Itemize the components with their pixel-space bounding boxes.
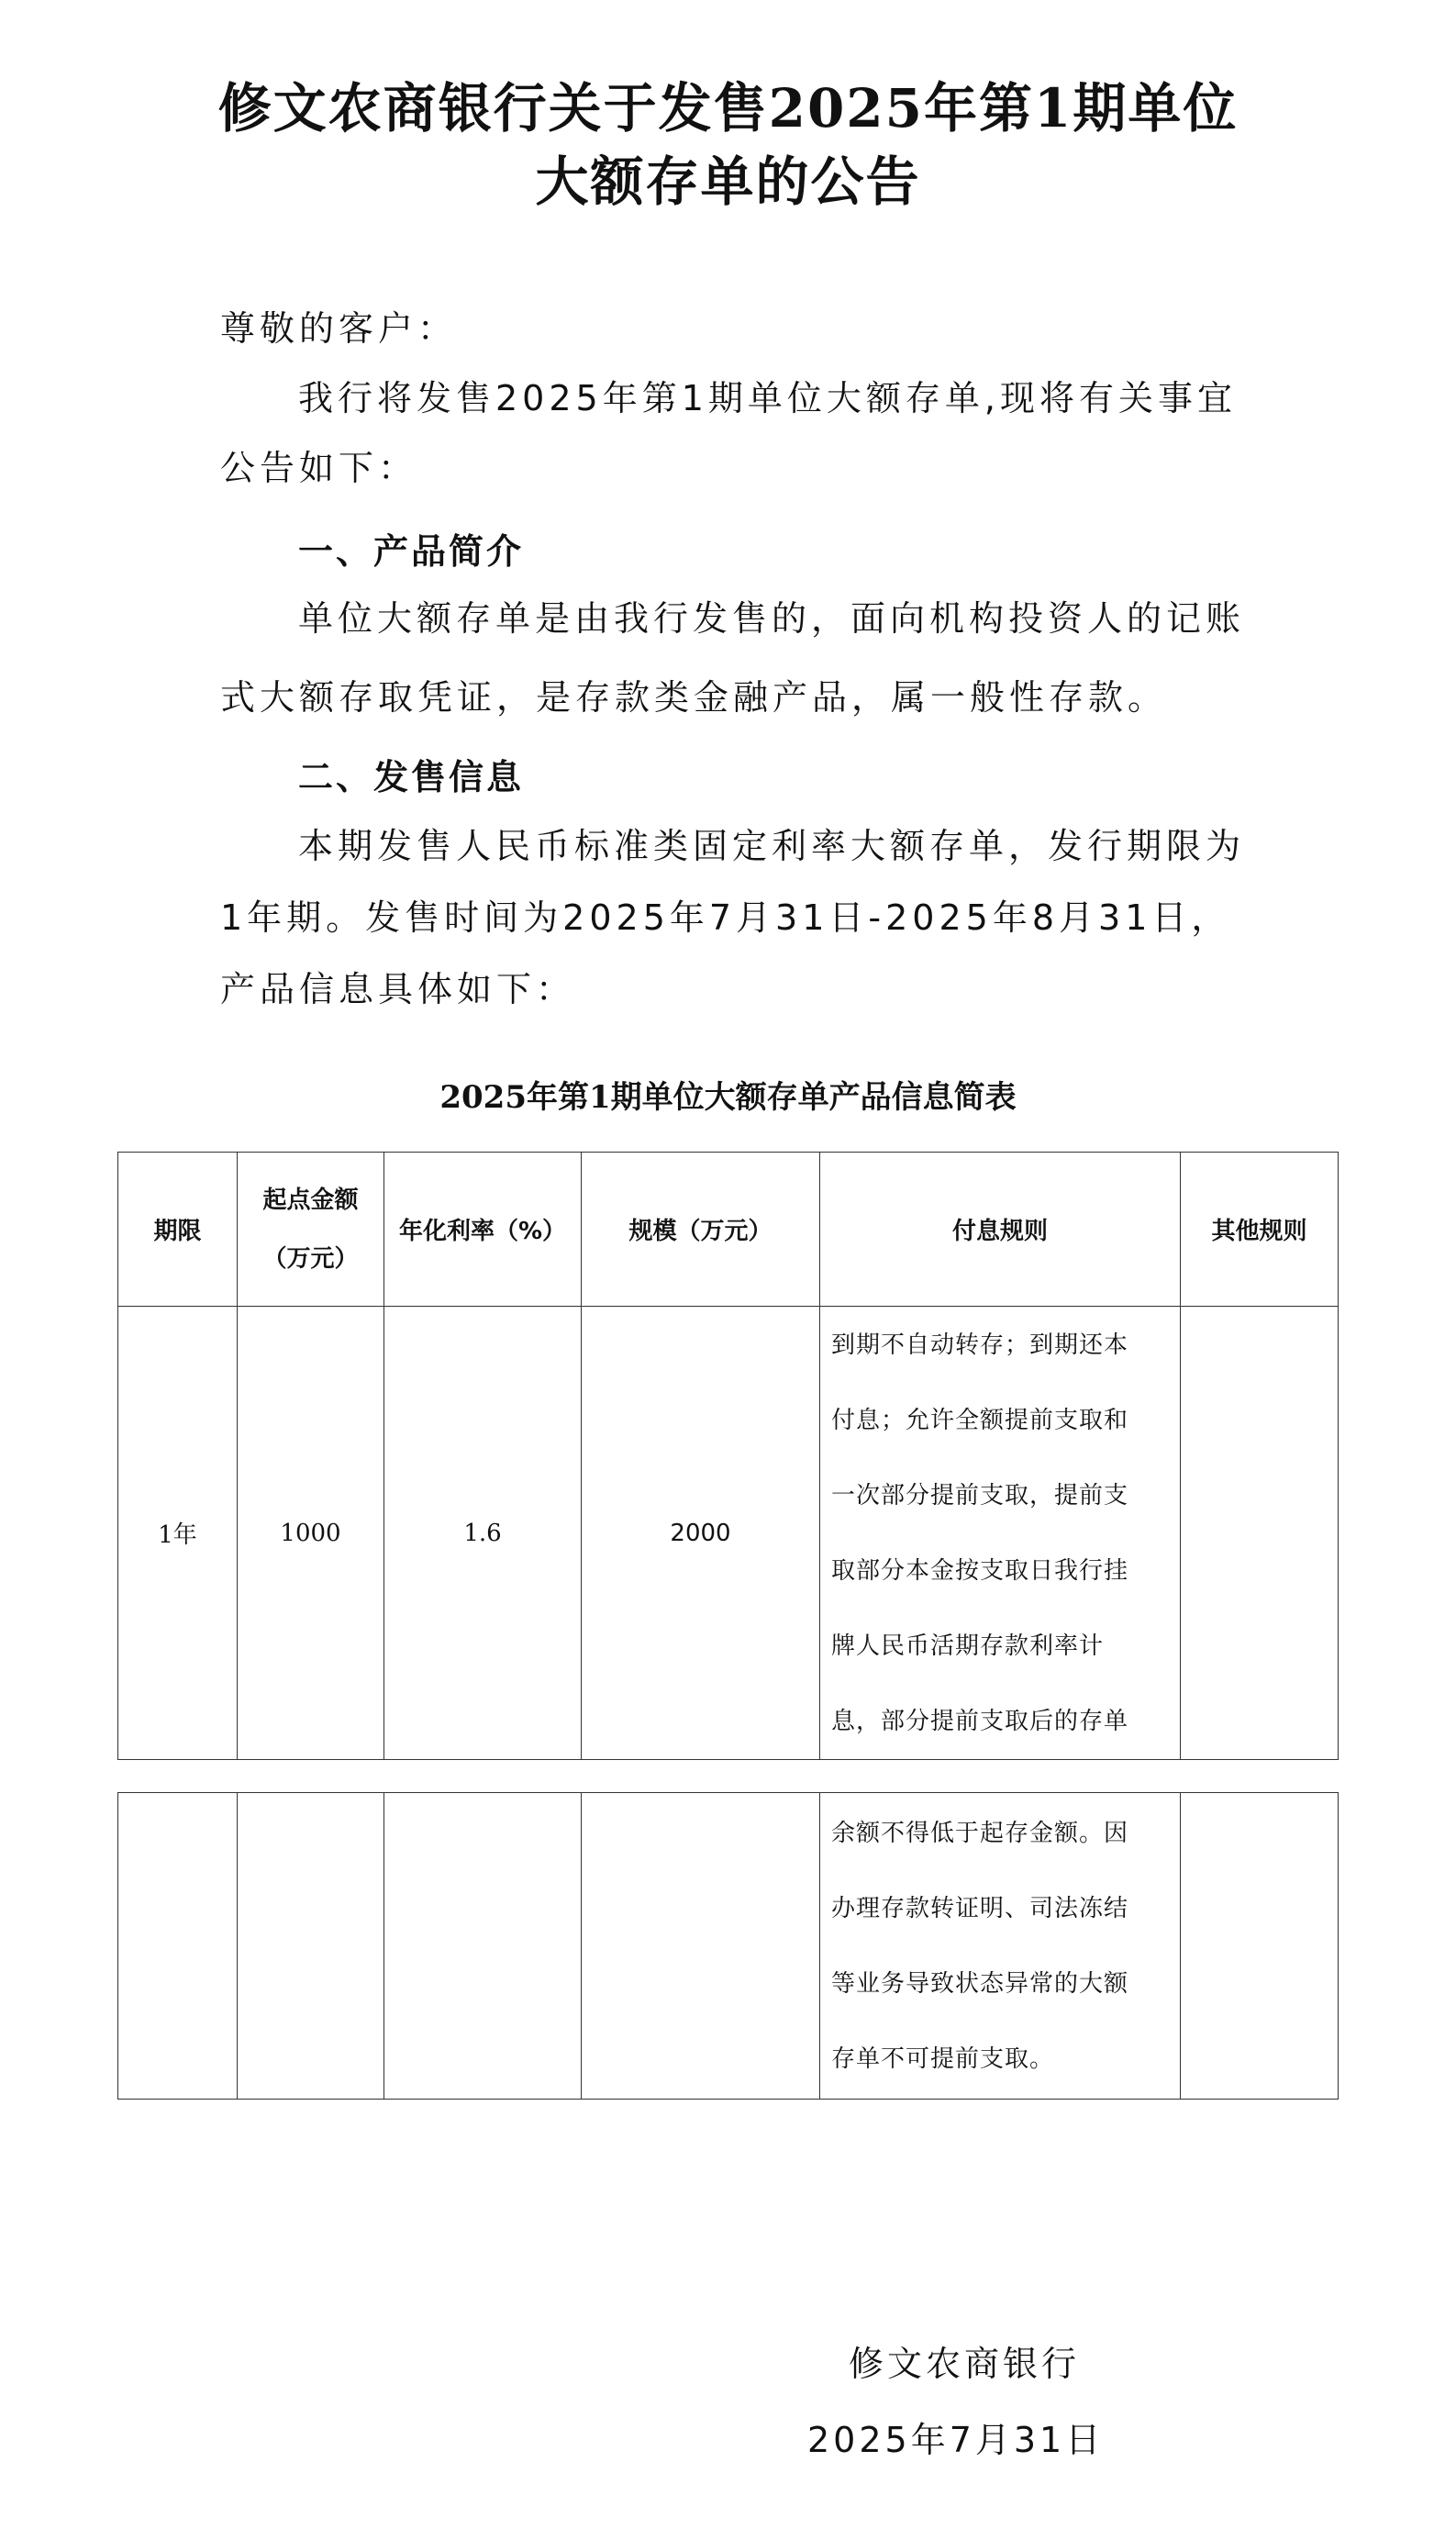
cell-interest-rule	[820, 1307, 1181, 1760]
section-2-line-2: 1年期。发售时间为2025年7月31日-2025年8月31日，	[220, 897, 1231, 938]
header-term: 期限	[118, 1153, 238, 1307]
salutation: 尊敬的客户：	[220, 308, 458, 349]
intro-line-1: 我行将发售2025年第1期单位大额存单,现将有关事宜	[298, 378, 1237, 418]
header-interest-rule: 付息规则	[820, 1153, 1181, 1307]
interest-rule-text-part-2: 余额不得低于起存金额。因 办理存款转证明、司法冻结 等业务导致状态异常的大额 存单不可提前支取。	[831, 1819, 1129, 2073]
section-1-line-1: 单位大额存单是由我行发售的，面向机构投资人的记账	[298, 598, 1246, 639]
table-caption: 2025年第1期单位大额存单产品信息简表	[439, 1079, 1017, 1116]
page-title-line-1: 修文农商银行关于发售2025年第1期单位	[217, 77, 1239, 139]
cell-rate: 1.6	[384, 1307, 582, 1760]
cell-empty	[582, 1793, 820, 2100]
signature-date: 2025年7月31日	[807, 2420, 1105, 2460]
section-1-line-2: 式大额存取凭证，是存款类金融产品，属一般性存款。	[220, 677, 1168, 718]
section-2-line-1: 本期发售人民币标准类固定利率大额存单，发行期限为	[298, 826, 1246, 866]
signature-bank: 修文农商银行	[849, 2344, 1081, 2384]
cell-empty	[238, 1793, 384, 2100]
header-rate: 年化利率（%）	[384, 1153, 582, 1307]
product-info-table	[117, 1152, 1339, 1760]
cell-empty	[1181, 1793, 1339, 2100]
cell-min-amount: 1000	[238, 1307, 384, 1760]
cell-interest-rule-continued	[820, 1793, 1181, 2100]
product-info-table-continued	[117, 1792, 1339, 2100]
table-row	[118, 1307, 1339, 1760]
cell-other-rule	[1181, 1307, 1339, 1760]
header-min-amount-line-1: 起点金额	[262, 1186, 359, 1214]
cell-empty	[118, 1793, 238, 2100]
section-1-heading: 一、产品简介	[298, 531, 525, 572]
header-min-amount-line-2: （万元）	[262, 1244, 359, 1273]
header-scale: 规模（万元）	[582, 1153, 820, 1307]
intro-line-2: 公告如下：	[220, 448, 418, 488]
section-2-line-3: 产品信息具体如下：	[220, 969, 576, 1009]
section-2-heading: 二、发售信息	[298, 757, 525, 797]
table-row	[118, 1793, 1339, 2100]
table-header-row	[118, 1153, 1339, 1307]
cell-empty	[384, 1793, 582, 2100]
header-other-rule: 其他规则	[1181, 1153, 1339, 1307]
cell-term: 1年	[118, 1307, 238, 1760]
header-min-amount	[238, 1153, 384, 1307]
page-title-line-2: 大额存单的公告	[535, 150, 921, 213]
cell-scale: 2000	[582, 1307, 820, 1760]
interest-rule-text-part-1: 到期不自动转存；到期还本 付息；允许全额提前支取和 一次部分提前支取，提前支 取部分本金按支取日我行挂 牌人民币活期存款利率计 息，部分提前支取后的存单	[831, 1331, 1129, 1735]
